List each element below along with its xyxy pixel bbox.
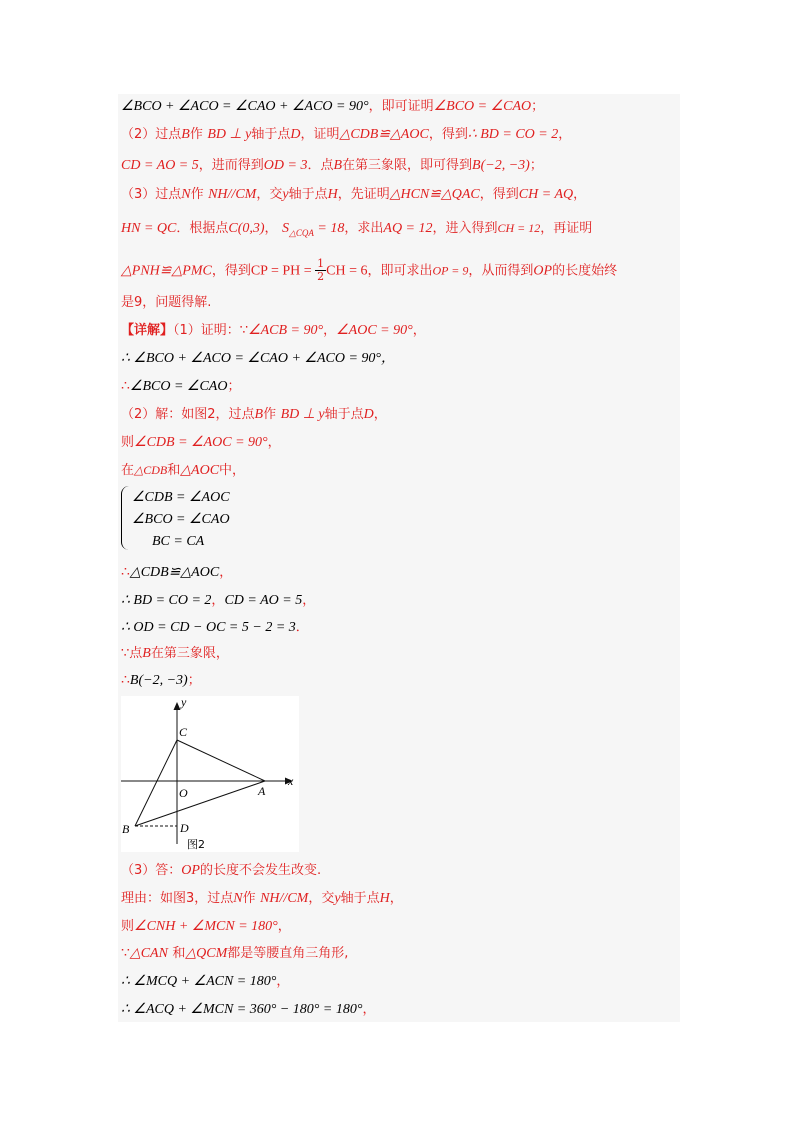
text: ，: [558, 127, 572, 142]
line-4: [121, 184, 586, 205]
text: ；: [227, 379, 241, 394]
math-expr: △CDB≌△AOC: [129, 565, 220, 580]
line-1: [121, 96, 544, 117]
text: ，: [362, 1002, 376, 1017]
math-expr: ∴ ∠ACQ + ∠MCN = 360° − 180° = 180°: [121, 1002, 363, 1017]
math-expr: CH = AQ: [518, 187, 574, 202]
math-expr: ∠AOC = 90°: [336, 323, 413, 338]
text: 则: [121, 435, 135, 450]
math-var: OP: [181, 863, 200, 878]
therefore-symbol: ∴: [121, 378, 130, 394]
segment-cb: [135, 740, 177, 826]
text: ，得到: [211, 263, 251, 279]
text: 在第三象限，即可得到: [342, 158, 473, 173]
line-21: [121, 670, 201, 691]
math-expr: CD = AO = 5: [224, 593, 303, 608]
math-var: y: [282, 187, 289, 202]
math-expr: CH = 6: [326, 263, 368, 279]
math-expr: BD ⊥ y: [207, 127, 252, 142]
line-7: 是9，问题得解.: [121, 295, 212, 310]
text: ，即可求出: [367, 263, 433, 279]
math-var: N: [181, 187, 191, 202]
math-expr: △HCN≌△QAC: [389, 187, 480, 202]
text: 和: [172, 946, 186, 961]
line-6: [121, 258, 617, 283]
line-3: [121, 155, 543, 176]
text: ；: [529, 158, 543, 173]
text: 的长度不会发生改变.: [199, 863, 322, 878]
text: ．: [295, 620, 309, 635]
line-8: [121, 320, 426, 341]
y-axis-arrow: [174, 702, 181, 710]
math-expr: C(0,3): [228, 221, 265, 236]
math-var: B: [333, 158, 343, 173]
line-13: [121, 460, 245, 481]
text: 在第三象限，: [150, 646, 229, 661]
fraction: [315, 258, 326, 283]
math-expr: B(−2, −3): [472, 158, 530, 173]
text: 作: [189, 127, 203, 142]
text: 在: [121, 463, 135, 478]
text: ．点: [307, 158, 334, 173]
math-expr: HN = QC: [121, 221, 177, 236]
line-17: [121, 562, 232, 583]
math-var: OP: [533, 263, 553, 279]
fraction-numerator: 1: [317, 257, 325, 270]
text: ，交: [256, 187, 283, 202]
math-var: B: [181, 127, 190, 142]
math-expr: B(−2, −3): [129, 673, 188, 688]
math-expr: △AOC: [180, 463, 220, 478]
text: 作: [190, 187, 204, 202]
segment-ba: [135, 781, 265, 826]
line-25: [121, 943, 348, 964]
math-expr: ∠CNH + ∠MCN = 180°: [134, 919, 278, 934]
text: 轴于点: [288, 187, 328, 202]
math-expr: BD ⊥ y: [280, 407, 325, 422]
text: （2）过点: [121, 127, 182, 142]
system-brace: [121, 486, 130, 550]
text: ，再证明: [540, 221, 593, 236]
text: ，: [412, 323, 426, 338]
label-a: A: [258, 784, 266, 798]
label-o: O: [179, 786, 188, 800]
text: 理由：如图3，过点: [121, 891, 234, 906]
math-expr: NH//CM: [208, 187, 257, 202]
text: 作: [263, 407, 277, 422]
math-expr: △PNH≌△PMC: [121, 263, 212, 279]
line-26: [121, 971, 289, 992]
text: ．根据点: [176, 221, 229, 236]
math-expr: △QCM: [185, 946, 228, 961]
text: （2）解：如图2，过点: [121, 407, 255, 422]
text: ∵点: [121, 646, 143, 661]
math-var: H: [379, 891, 390, 906]
text: ，从而得到: [468, 263, 534, 279]
math-var: B: [254, 407, 264, 422]
text: 轴于点: [324, 407, 364, 422]
math-expr: △CAN: [129, 946, 168, 961]
line-27: [121, 999, 375, 1020]
text: ，: [211, 593, 225, 608]
text: ，: [302, 593, 316, 608]
math-var: N: [233, 891, 243, 906]
text: ，证明: [300, 127, 340, 142]
math-var: H: [327, 187, 338, 202]
math-expr: ∠BCO = ∠CAO: [433, 99, 532, 114]
line-23: [121, 888, 403, 909]
line-19: [121, 617, 309, 638]
text: （1）证明：∵: [173, 323, 249, 338]
text: 作: [242, 891, 256, 906]
line-10: [121, 376, 241, 397]
label-x: x: [288, 774, 294, 788]
math-var: D: [290, 127, 301, 142]
text: ，进而得到: [198, 158, 264, 173]
text: ，先证明: [337, 187, 390, 202]
system-line-2: ∠BCO = ∠CAO: [132, 512, 230, 527]
math-var: B: [142, 646, 151, 661]
therefore-symbol: ∴: [121, 564, 130, 580]
text: 的长度始终: [552, 263, 618, 279]
math-expr: NH//CM: [260, 891, 309, 906]
text: 和: [167, 463, 181, 478]
text: ，进入得到: [432, 221, 498, 236]
because-symbol: ∵: [121, 945, 130, 961]
math-expr: CH = 12: [497, 221, 541, 235]
text: ，: [264, 221, 278, 236]
text: ，: [573, 187, 587, 202]
math-expr: ∠BCO = ∠CAO: [129, 379, 228, 394]
system-line-3: BC = CA: [152, 534, 205, 549]
text: （3）过点: [121, 187, 182, 202]
text: ，: [323, 323, 337, 338]
math-expr: △CDB: [134, 463, 168, 477]
text: 轴于点: [251, 127, 291, 142]
line-24: [121, 916, 291, 937]
math-expr: ∴ BD = CO = 2: [467, 127, 559, 142]
label-y: y: [181, 696, 187, 709]
line-12: [121, 432, 281, 453]
math-expr: ∴ ∠MCQ + ∠ACN = 180°: [121, 974, 277, 989]
text: （3）答：: [121, 863, 182, 878]
math-expr: OP = 9: [432, 263, 469, 278]
label-d: D: [180, 821, 189, 835]
text: ；: [187, 673, 201, 688]
text: ，: [219, 565, 233, 580]
segment-ca: [177, 740, 265, 781]
figure-2: [121, 696, 299, 852]
line-20: [121, 643, 229, 664]
math-expr: AQ = 12: [383, 221, 433, 236]
math-expr: ∠CDB = ∠AOC = 90°: [134, 435, 268, 450]
line-2: [121, 124, 571, 145]
math-var: y: [334, 891, 341, 906]
text: ，: [267, 435, 281, 450]
text: ，求出: [344, 221, 384, 236]
text: ，: [389, 891, 403, 906]
therefore-symbol: ∴: [121, 672, 130, 688]
text: ，: [373, 407, 387, 422]
text: ，得到: [428, 127, 468, 142]
text: 则: [121, 919, 135, 934]
text: ，交: [308, 891, 335, 906]
text: 轴于点: [340, 891, 380, 906]
figure-caption: 图2: [187, 838, 205, 851]
math-expr: ∠ACB = 90°: [248, 323, 324, 338]
line-22: [121, 860, 321, 881]
label-c: C: [179, 725, 188, 739]
line-11: [121, 404, 387, 425]
text: 都是等腰直角三角形,: [227, 946, 349, 961]
math-expr: ∴ BD = CO = 2: [121, 593, 212, 608]
math-expr: △CDB≌△AOC: [339, 127, 429, 142]
math-var: D: [363, 407, 374, 422]
line-5: [121, 218, 592, 243]
line-18: [121, 590, 315, 611]
text: ，: [277, 919, 291, 934]
text: ，: [276, 974, 290, 989]
math-expr: CD = AO = 5: [121, 158, 199, 173]
fraction-denominator: 2: [317, 270, 325, 283]
math-expr: ∴ OD = CD − OC = 5 − 2 = 3: [121, 620, 296, 635]
math-expr: OD = 3: [263, 158, 308, 173]
math-sub: △CQA: [289, 227, 314, 238]
label-b: B: [122, 822, 130, 836]
text: ，得到: [479, 187, 519, 202]
math-var: S: [282, 221, 289, 236]
math-expr: = 18: [313, 221, 345, 236]
line-9: ∴ ∠BCO + ∠ACO = ∠CAO + ∠ACO = 90°，: [121, 351, 395, 366]
system-line-1: ∠CDB = ∠AOC: [132, 490, 230, 505]
text: 中，: [219, 463, 246, 478]
figure-2-diagram: [121, 696, 299, 852]
math-expr: ∠BCO + ∠ACO = ∠CAO + ∠ACO = 90°: [121, 99, 369, 114]
math-expr: CP = PH =: [250, 263, 316, 279]
section-label: 【详解】: [121, 323, 174, 338]
text: ，即可证明: [368, 99, 434, 114]
text: ；: [531, 99, 545, 114]
